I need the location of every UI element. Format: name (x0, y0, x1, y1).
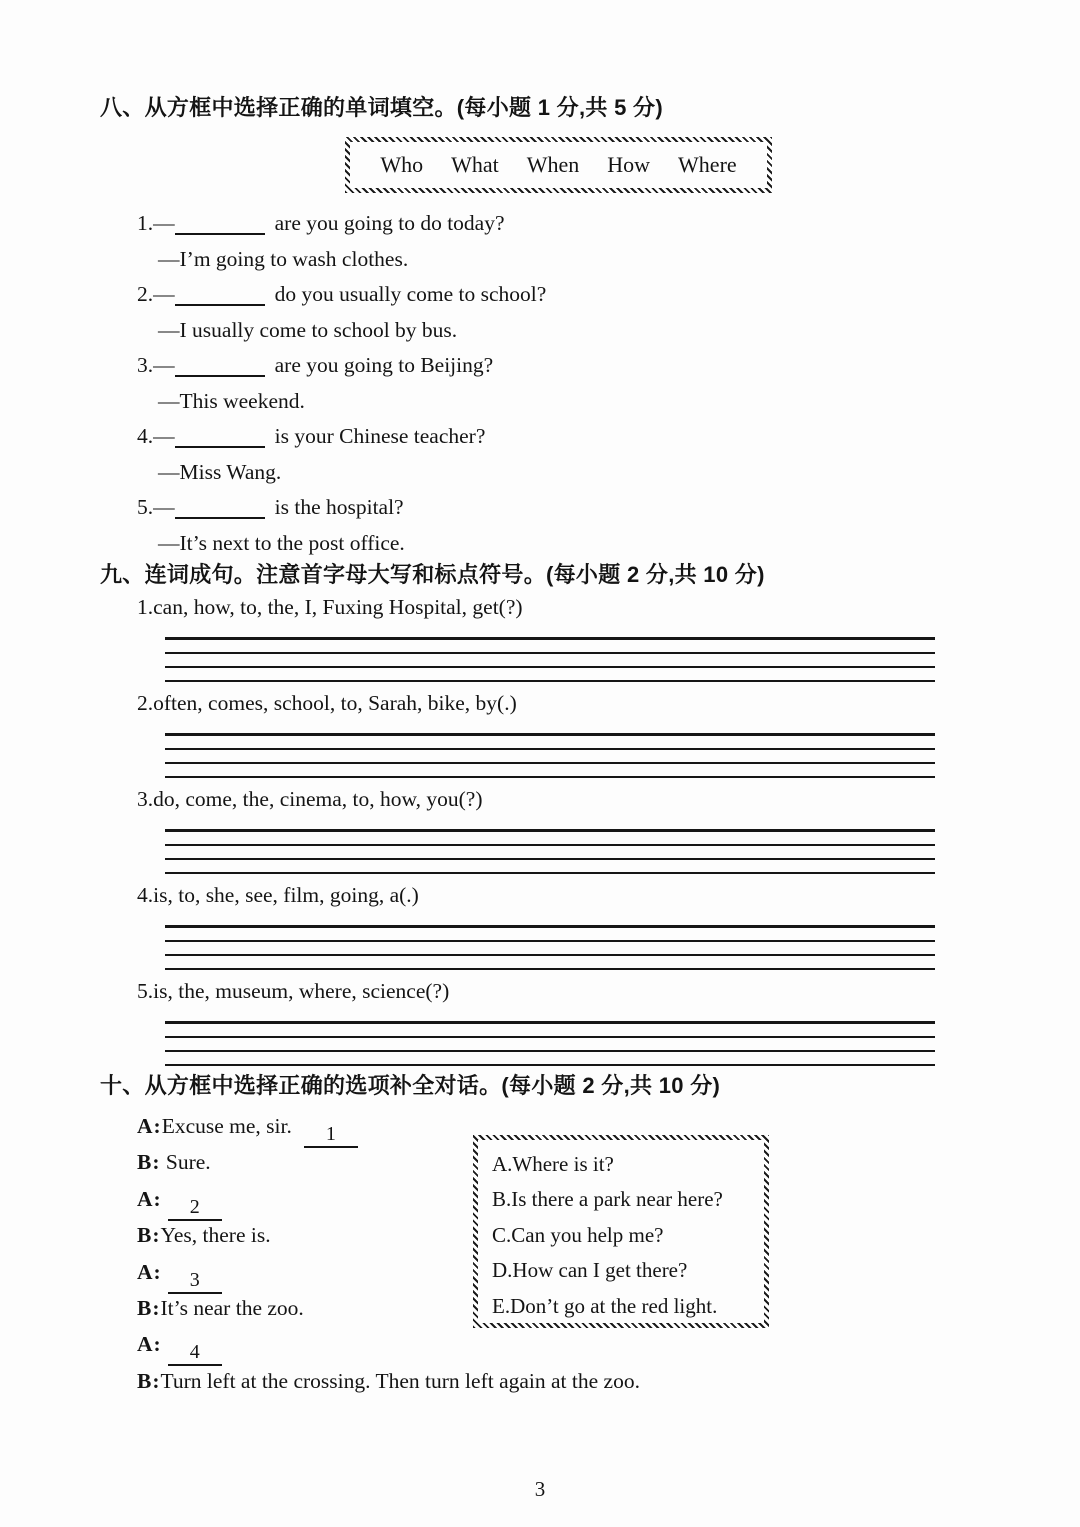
word-box-word: How (607, 152, 651, 177)
writing-line (165, 942, 935, 956)
word-box-word: When (526, 152, 580, 177)
unscramble-prompt (137, 976, 1080, 1006)
dialogue-options-box (473, 1135, 769, 1328)
option-item: D.How can I get there? (492, 1258, 688, 1283)
writing-lines (165, 914, 935, 970)
word-box-word: What (451, 152, 499, 177)
question-number: 5. (137, 495, 154, 519)
unscramble-item (0, 688, 1080, 778)
fill-blank (175, 365, 265, 377)
question-line (137, 348, 1080, 384)
word-list: is, to, she, see, film, going, a(.) (153, 883, 419, 907)
section-8-items (0, 206, 1080, 561)
dialogue-text: Sure. (160, 1150, 211, 1175)
unscramble-item (0, 784, 1080, 874)
option-item: E.Don’t go at the red light. (492, 1293, 718, 1318)
word-list: can, how, to, the, I, Fuxing Hospital, get(?) (153, 595, 523, 619)
dialogue-line (137, 1363, 1080, 1399)
question-text: is the hospital? (274, 495, 404, 519)
question-number: 3. (137, 353, 154, 377)
answer-line (158, 455, 1080, 491)
speaker-label: B: (137, 1295, 161, 1320)
writing-line (165, 846, 935, 860)
writing-lines (165, 818, 935, 874)
question-line (137, 206, 1080, 242)
question-line (137, 277, 1080, 313)
writing-line (165, 1010, 935, 1024)
unscramble-prompt (137, 784, 1080, 814)
section-9-title: 九、连词成句。注意首字母大写和标点符号。(每小题 2 分,共 10 分) (100, 562, 765, 587)
question-number: 5. (137, 979, 154, 1003)
writing-lines (165, 722, 935, 778)
dialogue-line (137, 1326, 1080, 1362)
answer-text: Miss Wang. (179, 459, 282, 484)
speaker-label: A: (137, 1332, 162, 1357)
unscramble-item (0, 976, 1080, 1066)
word-list: do, come, the, cinema, to, how, you(?) (153, 787, 483, 811)
page-number: 3 (534, 1477, 546, 1501)
writing-line (165, 818, 935, 832)
writing-line (165, 860, 935, 874)
fill-blank (175, 507, 265, 519)
dialogue-blank: 1 (304, 1121, 358, 1148)
question-number: 2. (137, 282, 154, 306)
unscramble-item (0, 880, 1080, 970)
dialogue-text: It’s near the zoo. (160, 1295, 304, 1320)
writing-lines (165, 626, 935, 682)
dash: — (158, 317, 180, 342)
dash: — (153, 282, 175, 306)
dialogue-blank: 3 (168, 1267, 222, 1294)
dash: — (153, 424, 175, 448)
writing-line (165, 1052, 935, 1066)
writing-line (165, 1038, 935, 1052)
question-number: 1. (137, 211, 154, 235)
speaker-label: A: (137, 1259, 162, 1284)
answer-line (158, 313, 1080, 349)
speaker-label: A: (137, 1186, 162, 1211)
dash: — (158, 388, 180, 413)
dialogue-text: Turn left at the crossing. Then turn left again at the zoo. (160, 1368, 640, 1393)
question-number: 1. (137, 595, 154, 619)
question-number: 4. (137, 424, 154, 448)
unscramble-prompt (137, 592, 1080, 622)
answer-text: This weekend. (179, 388, 305, 413)
question-line (137, 419, 1080, 455)
dash: — (158, 459, 180, 484)
question-number: 3. (137, 787, 154, 811)
question-number: 2. (137, 691, 154, 715)
unscramble-prompt (137, 880, 1080, 910)
unscramble-prompt (137, 688, 1080, 718)
answer-line (158, 526, 1080, 562)
writing-line (165, 956, 935, 970)
speaker-label: B: (137, 1223, 161, 1248)
writing-line (165, 736, 935, 750)
writing-line (165, 626, 935, 640)
dialogue-blank: 2 (168, 1194, 222, 1221)
answer-line (158, 384, 1080, 420)
dash: — (153, 211, 175, 235)
writing-line (165, 914, 935, 928)
question-line (137, 490, 1080, 526)
section-10-title: 十、从方框中选择正确的选项补全对话。(每小题 2 分,共 10 分) (100, 1073, 721, 1098)
option-item: B.Is there a park near here? (492, 1187, 723, 1212)
writing-line (165, 640, 935, 654)
writing-lines (165, 1010, 935, 1066)
word-box-word: Who (380, 152, 424, 177)
dash: — (153, 495, 175, 519)
dialogue-text: Excuse me, sir. (161, 1114, 292, 1138)
question-text: are you going to Beijing? (274, 353, 494, 377)
writing-line (165, 764, 935, 778)
question-text: are you going to do today? (274, 211, 505, 235)
option-item: C.Can you help me? (492, 1222, 664, 1247)
question-number: 4. (137, 883, 154, 907)
fill-blank (175, 223, 265, 235)
answer-line (158, 242, 1080, 278)
fill-blank (175, 436, 265, 448)
writing-line (165, 1024, 935, 1038)
writing-line (165, 832, 935, 846)
fill-blank (175, 294, 265, 306)
dash: — (158, 246, 180, 271)
dash: — (158, 530, 180, 555)
writing-line (165, 722, 935, 736)
writing-line (165, 928, 935, 942)
writing-line (165, 750, 935, 764)
dialogue-blank: 4 (168, 1339, 222, 1366)
dash: — (153, 353, 175, 377)
answer-text: It’s next to the post office. (179, 530, 405, 555)
speaker-label: A: (137, 1114, 162, 1138)
option-item: A.Where is it? (492, 1152, 614, 1176)
word-list: often, comes, school, to, Sarah, bike, by(.) (153, 691, 517, 715)
writing-line (165, 668, 935, 682)
question-text: do you usually come to school? (274, 282, 547, 306)
dialogue-text: Yes, there is. (160, 1223, 271, 1248)
answer-text: I usually come to school by bus. (179, 317, 458, 342)
unscramble-item (0, 592, 1080, 682)
writing-line (165, 654, 935, 668)
question-text: is your Chinese teacher? (274, 424, 486, 448)
word-list: is, the, museum, where, science(?) (153, 979, 450, 1003)
section-8-title: 八、从方框中选择正确的单词填空。(每小题 1 分,共 5 分) (100, 95, 663, 120)
word-choice-box (345, 137, 772, 193)
word-box-word: Where (678, 152, 737, 177)
answer-text: I’m going to wash clothes. (179, 246, 409, 271)
speaker-label: B: (137, 1150, 161, 1175)
speaker-label: B: (137, 1368, 161, 1393)
